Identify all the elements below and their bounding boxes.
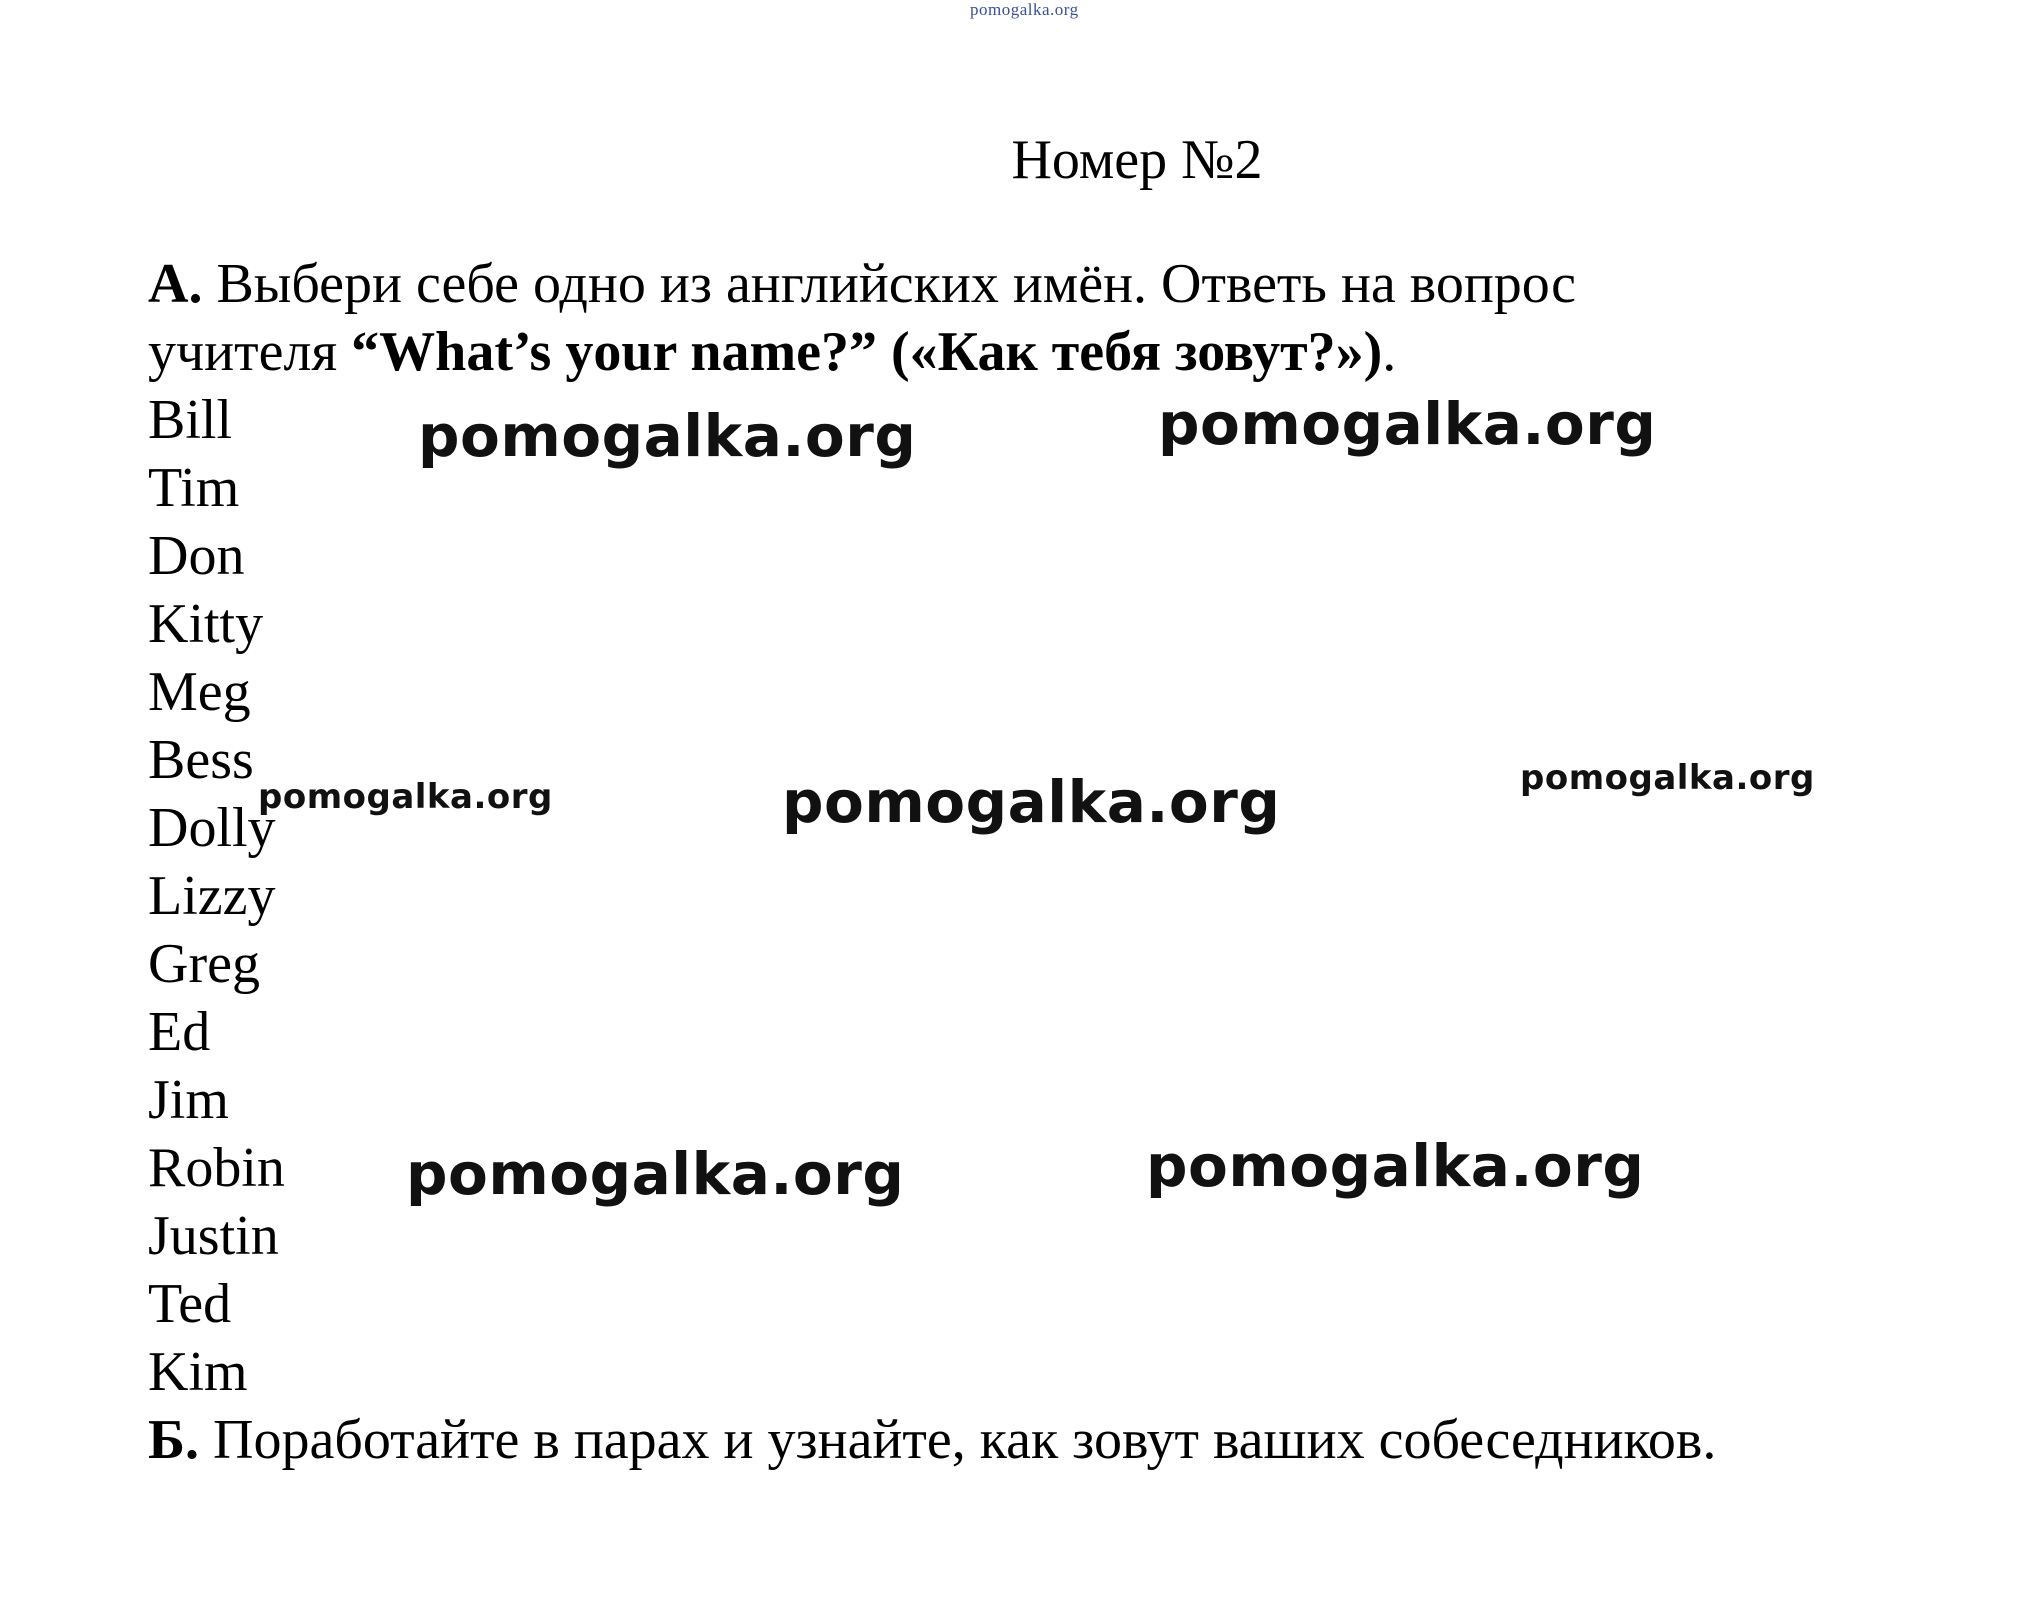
- name-item: Bess: [148, 729, 254, 791]
- section-a-line-2: [148, 318, 1396, 386]
- page-title: Номер №2: [1011, 129, 1263, 191]
- name-item: Justin: [148, 1205, 279, 1267]
- name-item: Jim: [148, 1069, 229, 1131]
- section-a-line-1: [148, 250, 1576, 318]
- watermark: pomogalka.org: [1146, 1132, 1645, 1200]
- name-item: Ted: [148, 1273, 232, 1335]
- watermark: pomogalka.org: [406, 1140, 905, 1208]
- section-a-label: А.: [148, 253, 203, 315]
- name-item: Kitty: [148, 593, 264, 655]
- top-watermark: pomogalka.org: [970, 0, 1079, 19]
- watermark: pomogalka.org: [782, 768, 1281, 836]
- name-item: Tim: [148, 457, 240, 519]
- watermark: pomogalka.org: [258, 777, 553, 817]
- section-a-line2-suffix: .: [1382, 321, 1397, 383]
- watermark: pomogalka.org: [1520, 758, 1815, 798]
- name-item: Lizzy: [148, 865, 276, 927]
- section-b-instruction: Поработайте в парах и узнайте, как зовут ваших собеседников.: [199, 1409, 1717, 1471]
- section-a-question: “What’s your name?” («Как тебя зовут?»): [351, 321, 1383, 383]
- section-b-line: [148, 1406, 1716, 1474]
- name-item: Ed: [148, 1001, 211, 1063]
- name-item: Bill: [148, 389, 233, 451]
- watermark: pomogalka.org: [1158, 390, 1657, 458]
- section-b-label: Б.: [148, 1409, 200, 1471]
- names-list: [148, 386, 285, 1406]
- section-a-line2-prefix: учителя: [148, 321, 352, 383]
- name-item: Meg: [148, 661, 251, 723]
- name-item: Kim: [148, 1341, 248, 1403]
- name-item: Don: [148, 525, 245, 587]
- name-item: Dolly: [148, 797, 276, 859]
- name-item: Greg: [148, 933, 260, 995]
- name-item: Robin: [148, 1137, 285, 1199]
- section-a-instruction: Выбери себе одно из английских имён. Ответь на вопрос: [202, 253, 1577, 315]
- watermark: pomogalka.org: [418, 402, 917, 470]
